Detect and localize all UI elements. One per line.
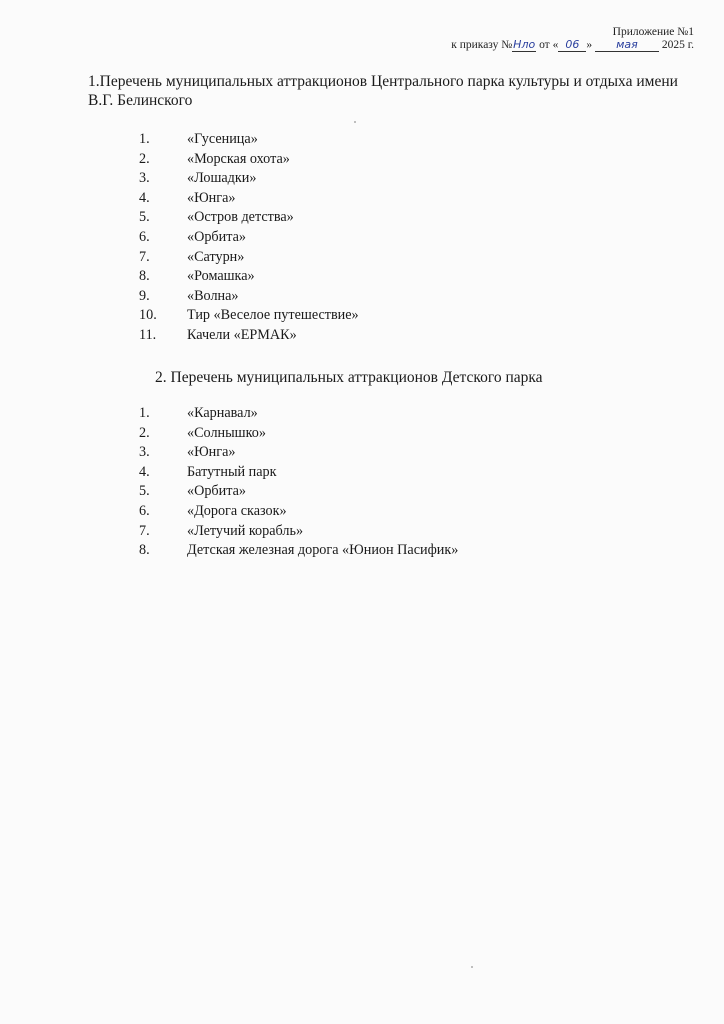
list-item-number: 7. — [139, 522, 150, 539]
list-item-number: 3. — [139, 170, 150, 187]
list-item-text: «Остров детства» — [187, 209, 294, 226]
scan-speck — [354, 121, 356, 123]
section2-list — [139, 404, 458, 561]
list-item — [139, 130, 359, 150]
list-item-number: 5. — [139, 209, 150, 226]
order-number-handwritten: Нло — [513, 38, 536, 51]
section1-title: 1.Перечень муниципальных аттракционов Центрального парка культуры и отдыха имени В.Г. Белинского — [88, 73, 678, 109]
list-item-text: «Морская охота» — [187, 150, 290, 167]
list-item — [139, 482, 458, 502]
list-item-number: 6. — [139, 228, 150, 245]
appendix-header — [451, 26, 694, 52]
list-item — [139, 150, 359, 170]
order-reference — [451, 39, 694, 52]
list-item-text: «Юнга» — [187, 444, 236, 461]
list-item-text: «Волна» — [187, 287, 239, 304]
list-item-text: «Солнышко» — [187, 424, 266, 441]
date-separator: » — [586, 39, 593, 51]
list-item — [139, 306, 359, 326]
list-item-number: 1. — [139, 131, 150, 147]
appendix-title: Приложение №1 — [612, 26, 694, 38]
list-item-number: 2. — [139, 150, 150, 167]
list-item — [139, 248, 359, 268]
list-item-text: «Летучий корабль» — [187, 522, 304, 539]
list-item-text: Батутный парк — [187, 463, 277, 480]
list-item — [139, 541, 458, 561]
list-item-number: 10. — [139, 307, 157, 324]
order-prefix: к приказу № — [451, 39, 513, 51]
list-item-number: 1. — [139, 405, 150, 421]
list-item-text: Детская железная дорога «Юнион Пасифик» — [187, 542, 459, 559]
list-item — [139, 502, 458, 522]
list-item-text: Качели «ЕРМАК» — [187, 326, 297, 343]
list-item-text: Тир «Веселое путешествие» — [187, 307, 359, 324]
section2-title: 2. Перечень муниципальных аттракционов Детского парка — [155, 369, 543, 386]
list-item — [139, 424, 458, 444]
list-item-number: 4. — [139, 463, 150, 480]
scan-speck — [471, 966, 473, 968]
list-item-number: 11. — [139, 326, 157, 343]
list-item — [139, 267, 359, 287]
list-item — [139, 443, 458, 463]
section1-list — [139, 130, 359, 346]
list-item-text: «Дорога сказок» — [187, 502, 287, 519]
list-item-number: 2. — [139, 424, 150, 441]
date-day-handwritten: 06 — [558, 39, 586, 52]
list-item-text: «Орбита» — [187, 483, 247, 500]
list-item-number: 8. — [139, 268, 150, 285]
list-item-text: «Орбита» — [187, 228, 247, 245]
list-item-text: «Юнга» — [187, 189, 236, 206]
list-item-number: 4. — [139, 189, 150, 206]
list-item-text: «Ромашка» — [187, 268, 255, 285]
date-month-handwritten: мая — [595, 39, 659, 52]
list-item — [139, 208, 359, 228]
list-item — [139, 189, 359, 209]
list-item-number: 5. — [139, 483, 150, 500]
list-item-number: 6. — [139, 502, 150, 519]
list-item-text: «Лошадки» — [187, 170, 257, 187]
list-item — [139, 463, 458, 483]
date-year: 2025 г. — [661, 39, 694, 51]
list-item — [139, 228, 359, 248]
list-item — [139, 404, 458, 424]
list-item — [139, 287, 359, 307]
list-item-number: 8. — [139, 542, 150, 559]
list-item-number: 7. — [139, 248, 150, 265]
list-item-number: 3. — [139, 444, 150, 461]
list-item — [139, 522, 458, 542]
date-prefix: от « — [539, 39, 559, 51]
list-item-number: 9. — [139, 287, 150, 304]
list-item — [139, 169, 359, 189]
list-item-text: «Гусеница» — [187, 131, 258, 147]
list-item-text: «Сатурн» — [187, 248, 245, 265]
list-item-text: «Карнавал» — [187, 405, 258, 421]
list-item — [139, 326, 359, 346]
